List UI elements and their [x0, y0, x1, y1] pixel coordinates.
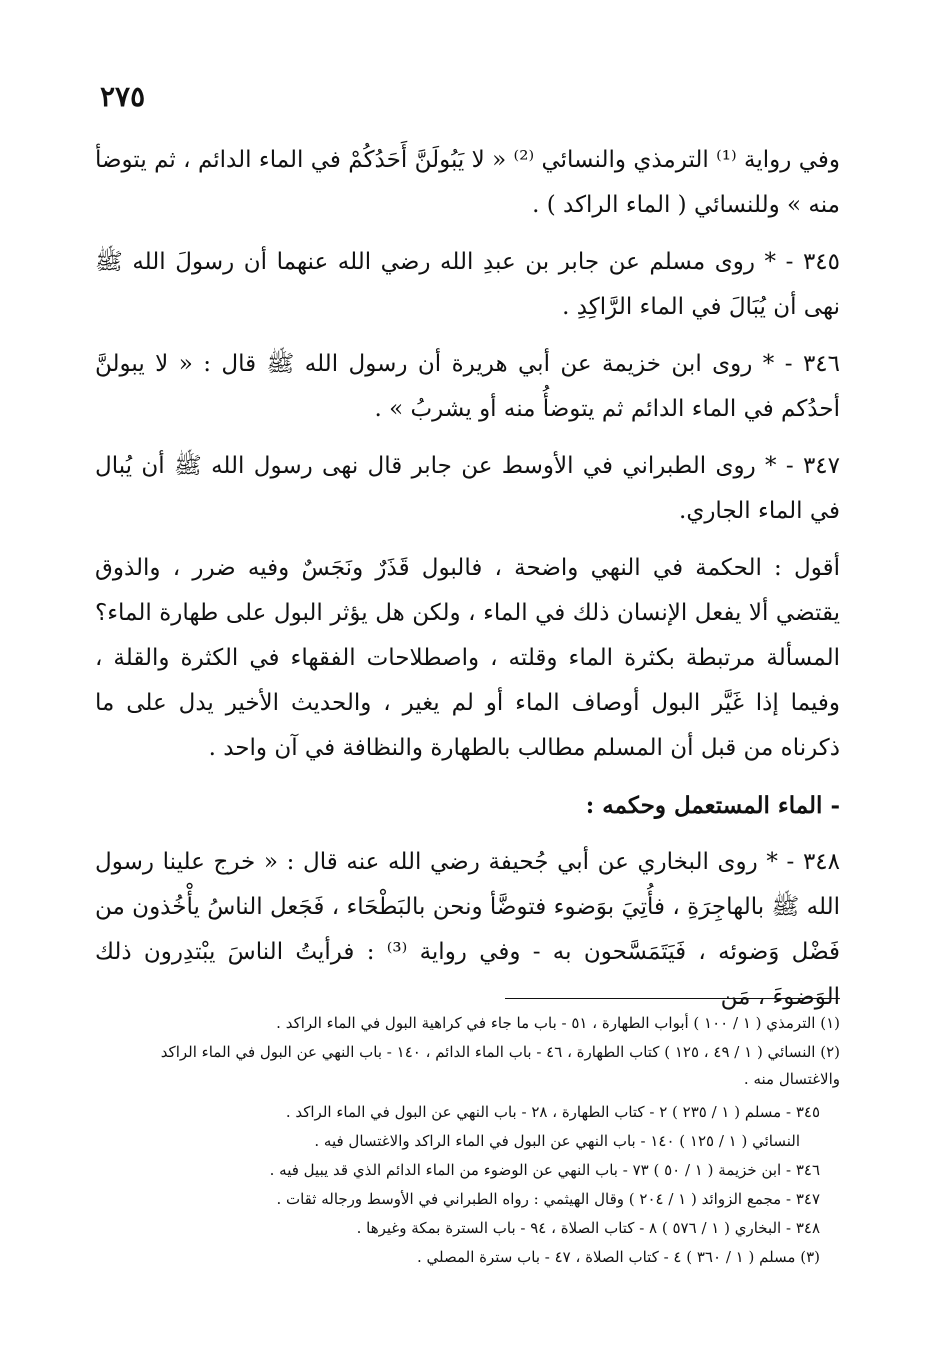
- hadith-347: ٣٤٧ - * روى الطبراني في الأوسط عن جابر قال نهى رسول الله ﷺ أن يُبال في الماء الجاري.: [95, 453, 840, 524]
- footnote-3: (٣) مسلم ( ١ / ٣٦٠ ) ٤ - كتاب الصلاة ، ٤٧ - باب سترة المصلي .: [416, 1248, 820, 1266]
- footnote-346: ٣٤٦ - ابن خزيمة ( ١ / ٥٠ ) ٧٣ - باب النهي عن الوضوء من الماء الدائم الذي قد يبيل فيه .: [269, 1161, 820, 1179]
- page-number: ٢٧٥: [100, 80, 146, 113]
- main-text: [95, 138, 840, 1032]
- footnote-347: ٣٤٧ - مجمع الزوائد ( ١ / ٢٠٤ ) وقال الهيثمي : رواه الطبراني في الأوسط ورجاله ثقات .: [276, 1190, 820, 1208]
- hadith-348: ٣٤٨ - * روى البخاري عن أبي جُحيفة رضي الله عنه قال : « خرج علينا رسول الله ﷺ بالهاجِرَةِ ، فأُتِيَ بوَضوء فتوضَّأ ونحن بالبَطْحَاء ، فَجَعل الناسُ يأْخُذون من فَضْل وَضوئه ، فَيَتَمَسَّحون به - وفي رواية ⁽³⁾ : فرأيتُ الناسَ يبْتدِرون ذلك الوَضوءَ ، مَن: [95, 849, 841, 1010]
- hadith-345: ٣٤٥ - * روى مسلم عن جابر بن عبدِ الله رضي الله عنهما أن رسولَ الله ﷺ نهى أن يُبَالَ في الماء الرَّاكِدِ .: [95, 249, 840, 320]
- footnote-divider: [505, 998, 840, 999]
- footnote-348: ٣٤٨ - البخاري ( ١ / ٥٧٦ ) ٨ - كتاب الصلاة ، ٩٤ - باب السترة بمكة وغيرها .: [356, 1219, 820, 1237]
- paragraph-riwaya: وفي رواية ⁽¹⁾ الترمذي والنسائي ⁽²⁾ « لا يَبُولَنَّ أَحَدُكُمْ في الماء الدائم ، ثم يتوضأ منه » وللنسائي ( الماء الراكد ) .: [95, 147, 840, 218]
- footnote-345-nasai: النسائي ( ١ / ١٢٥ ) ١٤٠ - باب النهي عن البول في الماء الراكد والاغتسال فيه .: [314, 1132, 800, 1150]
- footnote-345: ٣٤٥ - مسلم ( ١ / ٢٣٥ ) ٢ - كتاب الطهارة ، ٢٨ - باب النهي عن البول في الماء الراكد .: [285, 1103, 820, 1121]
- hadith-346: ٣٤٦ - * روى ابن خزيمة عن أبي هريرة أن رسول الله ﷺ قال : « لا يبولنَّ أحدُكم في الماء الدائم ثم يتوضأُ منه أو يشربُ » .: [95, 351, 840, 422]
- footnotes: [95, 1010, 840, 1273]
- commentary-paragraph: أقول : الحكمة في النهي واضحة ، فالبول قَذَرٌ ونَجَسٌ وفيه ضرر ، والذوق يقتضي ألا يفعل الإنسان ذلك في الماء ، ولكن هل يؤثر البول على طهارة الماء؟ المسألة مرتبطة بكثرة الماء وقلته ، واصطلاحات الفقهاء في الكثرة والقلة ، وفيما إذا غَيَّر البول أوصاف الماء أو لم يغير ، والحديث الأخير يدل على ما ذكرناه من قبل أن المسلم مطالب بالطهارة والنظافة في آن واحد .: [95, 555, 840, 761]
- footnote-2: (٢) النسائي ( ١ / ٤٩ ، ١٢٥ ) كتاب الطهارة ، ٤٦ - باب الماء الدائم ، ١٤٠ - باب النهي عن البول في الماء الراكد والاغتسال منه .: [160, 1043, 840, 1088]
- section-heading: - الماء المستعمل وحكمه :: [585, 792, 840, 819]
- footnote-1: (١) الترمذي ( ١ / ١٠٠ ) أبواب الطهارة ، ٥١ - باب ما جاء في كراهية البول في الماء الراكد .: [276, 1014, 840, 1032]
